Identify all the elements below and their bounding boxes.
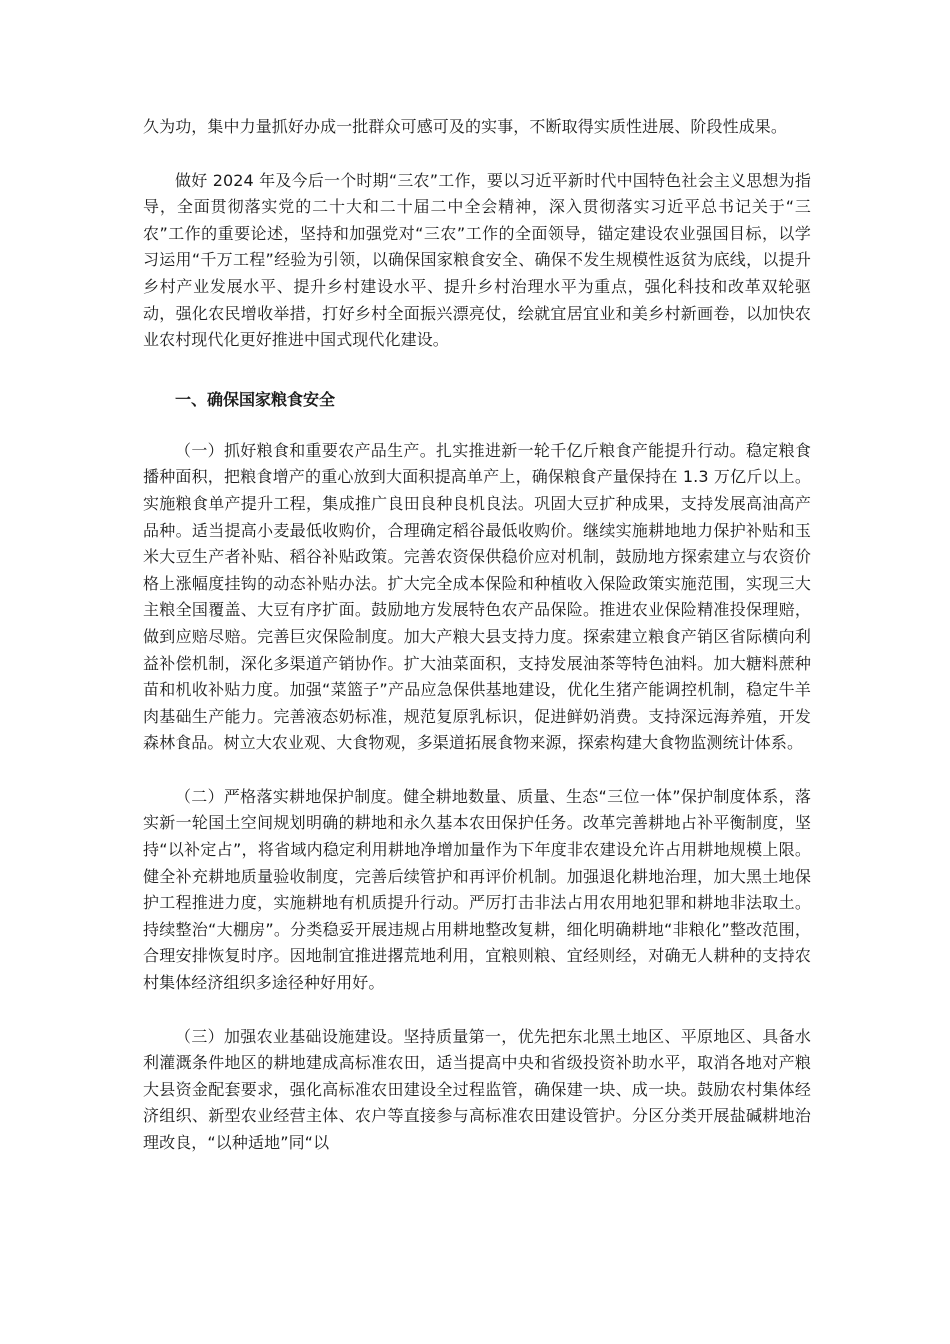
- paragraph-continuation: 久为功，集中力量抓好办成一批群众可感可及的实事，不断取得实质性进展、阶段性成果。: [143, 117, 788, 136]
- document-body: [143, 114, 811, 1157]
- section-heading-food-security: 一、确保国家粮食安全: [175, 389, 336, 409]
- subsection-agricultural-infrastructure: （三）加强农业基础设施建设。坚持质量第一，优先把东北黑土地区、平原地区、具备水利灌溉条件地区的耕地建成高标准农田，适当提高中央和省级投资补助水平，取消各地对产粮大县资金配套要求，强化高标准农田建设全过程监管，确保建一块、成一块。鼓励农村集体经济组织、新型农业经营主体、农户等直接参与高标准农田建设管护。分区分类开展盐碱耕地治理改良，“以种适地”同“以: [143, 1026, 811, 1152]
- subsection-grain-production: （一）抓好粮食和重要农产品生产。扎实推进新一轮千亿斤粮食产能提升行动。稳定粮食播种面积，把粮食增产的重心放到大面积提高单产上，确保粮食产量保持在 1.3 万亿斤以上。实施粮食单产提升工程，集成推广良田良种良机良法。巩固大豆扩种成果，支持发展高油高产品种。适当提高小麦最低收购价，合理确定稻谷最低收购价。继续实施耕地地力保护补贴和玉米大豆生产者补贴、稻谷补贴政策。完善农资保供稳价应对机制，鼓励地方探索建立与农资价格上涨幅度挂钩的动态补贴办法。扩大完全成本保险和种植收入保险政策实施范围，实现三大主粮全国覆盖、大豆有序扩面。鼓励地方发展特色农产品保险。推进农业保险精准投保理赔，做到应赔尽赔。完善巨灾保险制度。加大产粮大县支持力度。探索建立粮食产销区省际横向利益补偿机制，深化多渠道产销协作。扩大油菜面积，支持发展油茶等特色油料。加大糖料蔗种苗和机收补贴力度。加强“菜篮子”产品应急保供基地建设，优化生猪产能调控机制，稳定牛羊肉基础生产能力。完善液态奶标准，规范复原乳标识，促进鲜奶消费。支持深远海养殖，开发森林食品。树立大农业观、大食物观，多渠道拓展食物来源，探索构建大食物监测统计体系。: [143, 440, 811, 753]
- subsection-farmland-protection: （二）严格落实耕地保护制度。健全耕地数量、质量、生态“三位一体”保护制度体系，落实新一轮国土空间规划明确的耕地和永久基本农田保护任务。改革完善耕地占补平衡制度，坚持“以补定占”，将省域内稳定利用耕地净增加量作为下年度非农建设允许占用耕地规模上限。健全补充耕地质量验收制度，完善后续管护和再评价机制。加强退化耕地治理，加大黑土地保护工程推进力度，实施耕地有机质提升行动。严厉打击非法占用农用地犯罪和耕地非法取土。持续整治“大棚房”。分类稳妥开展违规占用耕地整改复耕，细化明确耕地“非粮化”整改范围，合理安排恢复时序。因地制宜推进撂荒地利用，宜粮则粮、宜经则经，对确无人耕种的支持农村集体经济组织多途径种好用好。: [143, 786, 811, 993]
- paragraph-guiding-principles: 做好 2024 年及今后一个时期“三农”工作，要以习近平新时代中国特色社会主义思想为指导，全面贯彻落实党的二十大和二十届二中全会精神，深入贯彻落实习近平总书记关于“三农”工作的重要论述，坚持和加强党对“三农”工作的全面领导，锚定建设农业强国目标，以学习运用“千万工程”经验为引领，以确保国家粮食安全、确保不发生规模性返贫为底线，以提升乡村产业发展水平、提升乡村建设水平、提升乡村治理水平为重点，强化科技和改革双轮驱动，强化农民增收举措，打好乡村全面振兴漂亮仗，绘就宜居宜业和美乡村新画卷，以加快农业农村现代化更好推进中国式现代化建设。: [143, 170, 811, 350]
